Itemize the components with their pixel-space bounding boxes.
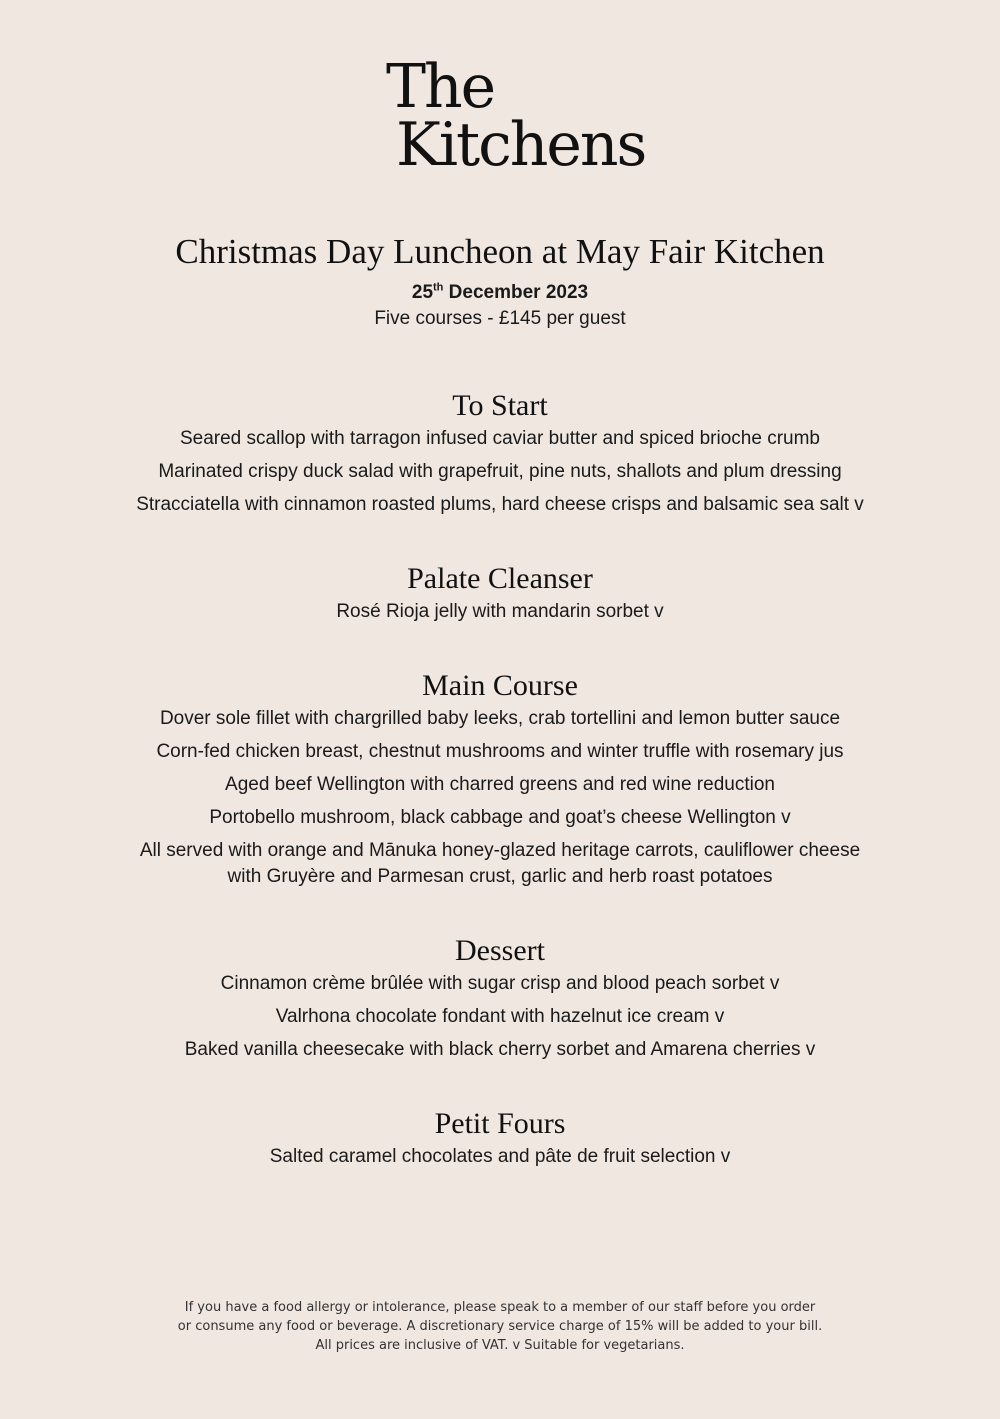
menu-title: Christmas Day Luncheon at May Fair Kitchen <box>175 232 825 271</box>
price-line: Five courses - £145 per guest <box>374 308 626 329</box>
logo-line-2: Kitchens <box>396 110 646 180</box>
event-date <box>0 280 1000 306</box>
section-heading: Dessert <box>455 934 545 967</box>
section-main-course <box>0 666 1000 890</box>
menu-item: Rosé Rioja jelly with mandarin sorbet v <box>336 601 664 622</box>
menu-item: Corn-fed chicken breast, chestnut mushrooms and winter truffle with rosemary jus <box>156 741 844 762</box>
menu-item: Aged beef Wellington with charred greens and red wine reduction <box>225 774 775 795</box>
footer-line-3: All prices are inclusive of VAT. v Suitable for vegetarians. <box>315 1338 685 1353</box>
menu-item: Salted caramel chocolates and pâte de fruit selection v <box>269 1146 731 1167</box>
logo <box>386 52 646 180</box>
section-petit-fours <box>0 1104 1000 1170</box>
sides-note-line-1: All served with orange and Mānuka honey-glazed heritage carrots, cauliflower cheese <box>139 840 861 861</box>
date-rest: December 2023 <box>443 282 589 303</box>
section-to-start <box>0 386 1000 518</box>
logo-line-1: The <box>386 52 495 122</box>
section-heading: Palate Cleanser <box>407 562 593 595</box>
section-heading: To Start <box>452 389 548 422</box>
menu-item: Marinated crispy duck salad with grapefruit, pine nuts, shallots and plum dressing <box>158 461 842 482</box>
menu-item: Valrhona chocolate fondant with hazelnut ice cream v <box>275 1006 725 1027</box>
section-dessert <box>0 931 1000 1063</box>
sides-note-line-2: with Gruyère and Parmesan crust, garlic and herb roast potatoes <box>227 866 773 887</box>
footer-line-1: If you have a food allergy or intolerance, please speak to a member of our staff before you order <box>184 1300 816 1315</box>
section-heading: Main Course <box>422 669 578 702</box>
date-suffix: th <box>433 281 444 294</box>
footer-line-2: or consume any food or beverage. A discretionary service charge of 15% will be added to your bill. <box>177 1319 823 1334</box>
menu-item: Baked vanilla cheesecake with black cherry sorbet and Amarena cherries v <box>184 1039 816 1060</box>
menu-item: Portobello mushroom, black cabbage and goat’s cheese Wellington v <box>209 807 791 828</box>
menu-item: Dover sole fillet with chargrilled baby leeks, crab tortellini and lemon butter sauce <box>159 708 841 729</box>
menu-item: Seared scallop with tarragon infused caviar butter and spiced brioche crumb <box>179 428 821 449</box>
section-heading: Petit Fours <box>434 1107 566 1140</box>
footer-disclaimer <box>0 1298 1000 1355</box>
menu-item: Stracciatella with cinnamon roasted plums, hard cheese crisps and balsamic sea salt v <box>136 494 864 515</box>
section-palate-cleanser <box>0 559 1000 625</box>
menu-header <box>0 228 1000 332</box>
menu-item: Cinnamon crème brûlée with sugar crisp and blood peach sorbet v <box>220 973 780 994</box>
date-day: 25 <box>411 282 434 303</box>
